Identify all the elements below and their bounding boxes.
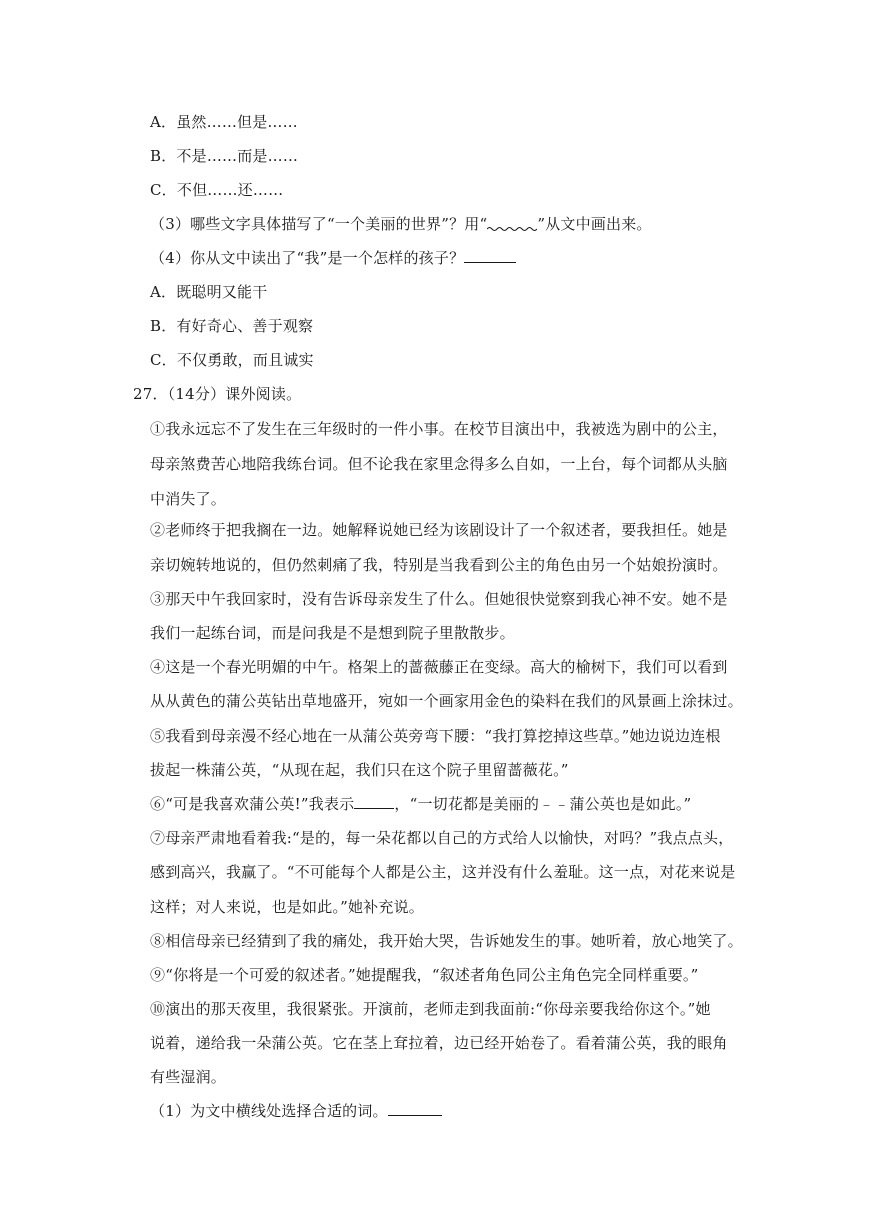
paragraph-4-line-2: 从从黄色的蒲公英钻出草地盛开，宛如一个画家用金色的染料在我们的风景画上涂抹过。 (150, 692, 743, 710)
q26-sub4-option-c: C．不仅勇敢，而且诚实 (150, 351, 314, 369)
paragraph-10-line-1: ⑩演出的那天夜里，我很紧张。开演前，老师走到我面前:“你母亲要我给你这个。”她 (150, 1000, 711, 1018)
answer-blank (388, 1101, 442, 1116)
paragraph-1-line-3: 中消失了。 (150, 490, 227, 508)
paragraph-6-prefix: ⑥“可是我喜欢蒲公英!”我表示 (150, 795, 355, 813)
q26-sub4-option-b: B．有好奇心、善于观察 (150, 317, 314, 335)
paragraph-7-line-2: 感到高兴，我赢了。“不可能每个人都是公主，这并没有什么羞耻。这一点，对花来说是 (150, 863, 736, 881)
q26-sub3-suffix: ”从文中画出来。 (537, 215, 652, 233)
q27-header: 27．（14分）课外阅读。 (133, 385, 302, 403)
paragraph-1-line-1: ①我永远忘不了发生在三年级时的一件小事。在校节目演出中，我被选为剧中的公主， (150, 420, 728, 438)
q26-option-b: B．不是……而是…… (150, 147, 299, 165)
paragraph-7-line-1: ⑦母亲严肃地看着我:“是的，每一朵花都以自己的方式给人以愉快，对吗？”我点点头， (150, 829, 734, 847)
paragraph-10-line-2: 说着，递给我一朵蒲公英。它在茎上耷拉着，边已经开始卷了。看着蒲公英，我的眼角 (150, 1034, 728, 1052)
q27-sub1-text: （1）为文中横线处选择合适的词。 (150, 1102, 388, 1120)
paragraph-10-line-3: 有些湿润。 (150, 1068, 227, 1086)
q26-sub4 (150, 248, 516, 268)
q26-option-a: A．虽然……但是…… (150, 113, 298, 131)
answer-blank (464, 248, 516, 263)
paragraph-4-line-1: ④这是一个春光明媚的中午。格架上的蔷薇藤正在变绿。高大的榆树下，我们可以看到 (150, 658, 728, 676)
q27-sub1 (150, 1101, 442, 1121)
q26-sub3-prefix: （3）哪些文字具体描写了“一个美丽的世界”？用“ (150, 215, 488, 233)
paragraph-5-line-1: ⑤我看到母亲漫不经心地在一从蒲公英旁弯下腰：“我打算挖掉这些草。”她边说边连根 (150, 727, 721, 745)
paragraph-1-line-2: 母亲煞费苦心地陪我练台词。但不论我在家里念得多么自如，一上台，每个词都从头脑 (150, 455, 728, 473)
paragraph-3-line-2: 我们一起练台词，而是问我是不是想到院子里散散步。 (150, 624, 515, 642)
paragraph-5-line-2: 拔起一株蒲公英，“从现在起，我们只在这个院子里留蔷薇花。” (150, 761, 569, 779)
paragraph-9-line-1: ⑨“你将是一个可爱的叙述者。”她提醒我，“叙述者角色同公主角色完全同样重要。” (150, 966, 699, 984)
paragraph-2-line-1: ②老师终于把我搁在一边。她解释说她已经为该剧设计了一个叙述者，要我担任。她是 (150, 521, 728, 539)
q26-sub3 (150, 214, 652, 234)
paragraph-3-line-1: ③那天中午我回家时，没有告诉母亲发生了什么。但她很快觉察到我心神不安。她不是 (150, 590, 728, 608)
paragraph-6-suffix: ，“一切花都是美丽的﹣﹣蒲公英也是如此。” (394, 795, 692, 813)
answer-blank (354, 794, 394, 809)
q26-option-c: C．不但……还…… (150, 181, 284, 199)
paragraph-6 (150, 794, 691, 814)
wavy-underline-icon (487, 215, 537, 229)
paragraph-7-line-3: 这样；对人来说，也是如此。”她补充说。 (150, 898, 424, 916)
q26-sub4-option-a: A．既聪明又能干 (150, 283, 268, 301)
q26-sub4-text: （4）你从文中读出了“我”是一个怎样的孩子？ (150, 249, 465, 267)
paragraph-8-line-1: ⑧相信母亲已经猜到了我的痛处，我开始大哭，告诉她发生的事。她听着，放心地笑了。 (150, 932, 743, 950)
paragraph-2-line-2: 亲切婉转地说的，但仍然刺痛了我，特别是当我看到公主的角色由另一个姑娘扮演时。 (150, 556, 728, 574)
